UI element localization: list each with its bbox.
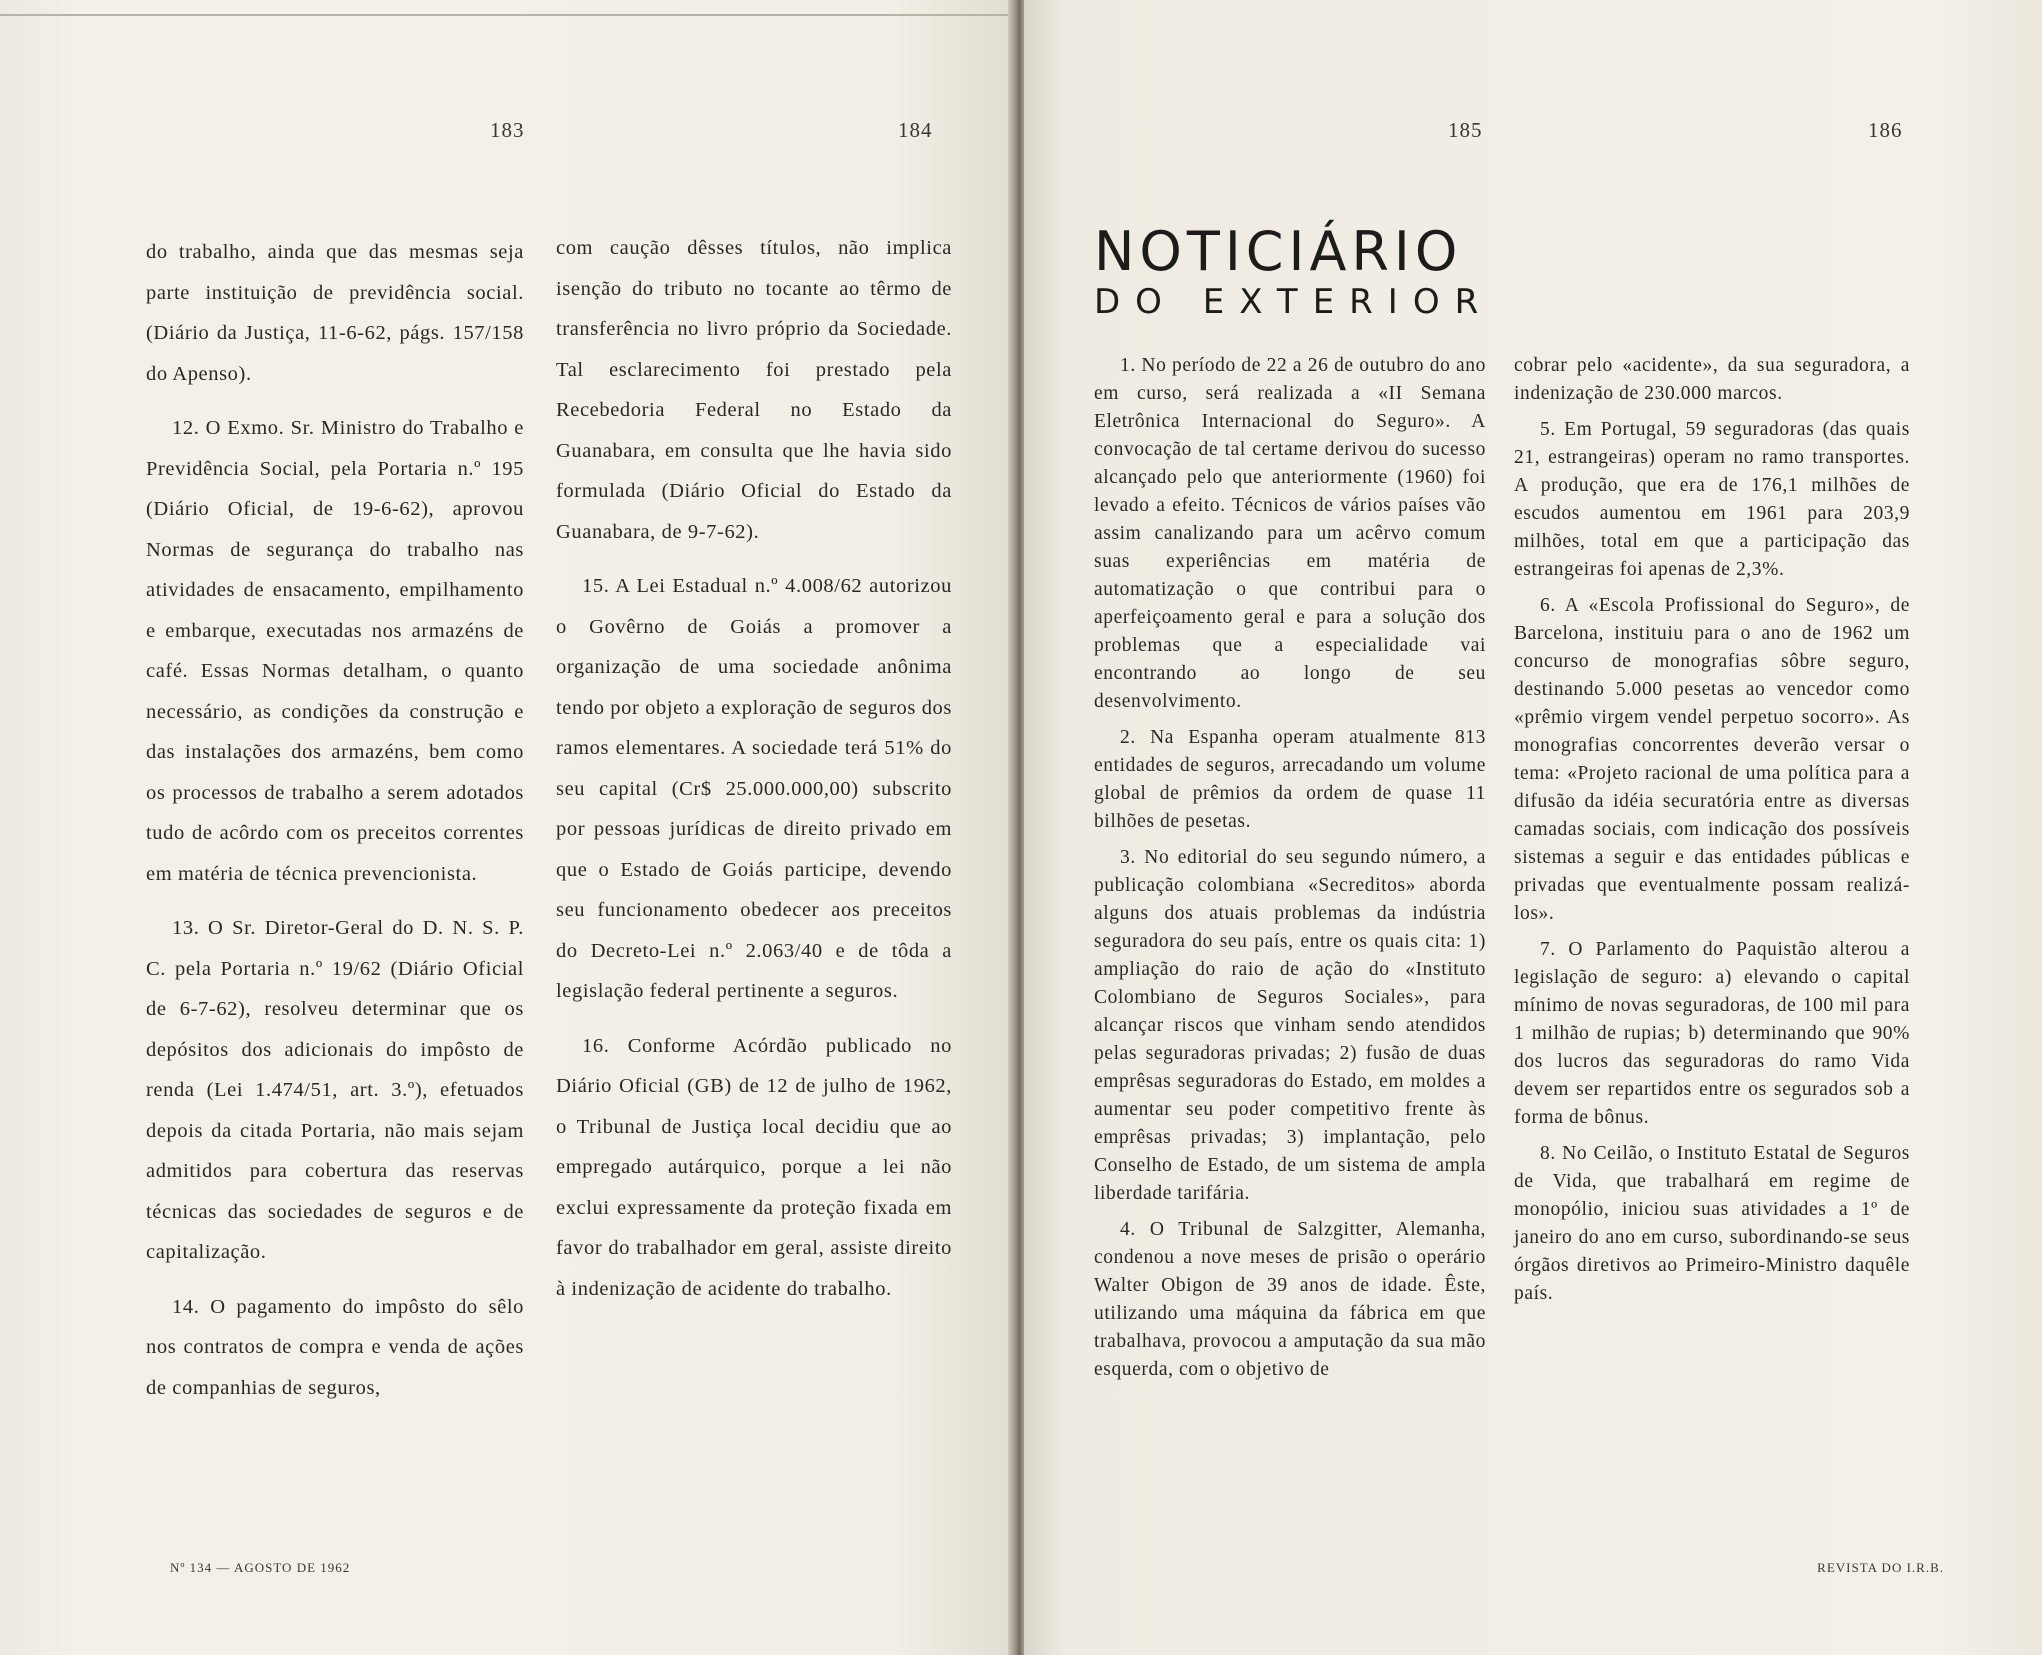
page-edge-line (0, 14, 1012, 16)
paragraph: 4. O Tribunal de Salzgitter, Alemanha, condenou a nove meses de prisão o operário Walter Obigon de 39 anos de idade. Êste, utilizando uma máquina da fábrica em que trabalhava, provocou a amputação da sua mão esquerda, com o objetivo de (1094, 1219, 1486, 1380)
paragraph: 14. O pagamento do impôsto do sêlo nos contratos de compra e venda de ações de companhias de seguros, (146, 1295, 524, 1399)
page-number-184: 184 (898, 118, 933, 142)
paragraph: 12. O Exmo. Sr. Ministro do Trabalho e Previdência Social, pela Portaria n.º 195 (Diário Oficial, de 19-6-62), aprovou Normas de segurança do trabalho nas atividades de ensacamento, empilhamento e embarque, executadas nos armazéns de café. Essas Normas detalham, o quanto necessário, as condições da construção e das instalações dos armazéns, bem como os processos de trabalho a serem adotados tudo de acôrdo com os preceitos correntes em matéria de técnica prevencionista. (146, 417, 524, 885)
paragraph: 16. Conforme Acórdão publicado no Diário Oficial (GB) de 12 de julho de 1962, o Tribunal de Justiça local decidiu que ao empregado autárquico, porque a lei não exclui expressamente da proteção fixada em favor do trabalhador em geral, assiste direito à indenização de acidente do trabalho. (556, 1034, 952, 1300)
paragraph: 13. O Sr. Diretor-Geral do D. N. S. P. C. pela Portaria n.º 19/62 (Diário Oficial de 6-7-62), resolveu determinar que os depósitos dos adicionais do impôsto de renda (Lei 1.474/51, art. 3.º), efetuados depois da citada Portaria, não mais sejam admitidos para cobertura das reservas técnicas das sociedades de seguros e de capitalização. (146, 917, 524, 1263)
page-number-183: 183 (490, 118, 525, 142)
paragraph: 8. No Ceilão, o Instituto Estatal de Seguros de Vida, que trabalhará em regime de monopólio, iniciou suas atividades a 1º de janeiro do ano em curso, subordinando-se seus órgãos diretivos ao Primeiro-Ministro daquêle país. (1514, 1143, 1910, 1304)
paragraph: 15. A Lei Estadual n.º 4.008/62 autorizou o Govêrno de Goiás a promover a organização de uma sociedade anônima tendo por objeto a exploração de seguros dos ramos elementares. A sociedade terá 51% do seu capital (Cr$ 25.000.000,00) subscrito por pessoas jurídicas de direito privado em que o Estado de Goiás participe, devendo seu funcionamento obedecer aos preceitos do Decreto-Lei n.º 2.063/40 e de tôda a legislação federal pertinente a seguros. (556, 575, 952, 1002)
page-number-185: 185 (1448, 118, 1483, 142)
column-page-184 (556, 228, 952, 1323)
paragraph: 2. Na Espanha operam atualmente 813 entidades de seguros, arrecadando um volume global de prêmios da ordem de quase 11 bilhões de pesetas. (1094, 727, 1486, 832)
left-page (0, 0, 1012, 1655)
paragraph: 7. O Parlamento do Paquistão alterou a legislação de seguro: a) elevando o capital mínimo de novas seguradoras, de 100 mil para 1 milhão de rupias; b) determinando que 90% dos lucros das seguradoras do ramo Vida devem ser repartidos entre os segurados sob a forma de bônus. (1514, 939, 1910, 1128)
paragraph: 6. A «Escola Profissional do Seguro», de Barcelona, instituiu para o ano de 1962 um concurso de monografias sôbre seguro, destinando 5.000 pesetas ao vencedor como «prêmio virgem vendel perpetuo socorro». As monografias concorrentes deverão versar o tema: «Projeto racional de uma política para a difusão da idéia securatória entre as diversas camadas sociais, com indicação dos possíveis sistemas a seguir e das entidades públicas e privadas que eventualmente possam realizá-los». (1514, 595, 1910, 924)
section-title: NOTICIÁRIO (1094, 220, 1463, 283)
paragraph: 1. No período de 22 a 26 de outubro do ano em curso, será realizada a «II Semana Eletrônica Internacional do Seguro». A convocação de tal certame derivou do sucesso alcançado pelo que anteriormente (1960) foi levado a efeito. Técnicos de vários países vão assim canalizando para um acêrvo comum suas experiências em matéria de automatização o que contribui para o aperfeiçoamento geral e para a solução dos problemas que a especialidade vai encontrando ao longo de seu desenvolvimento. (1094, 355, 1486, 712)
page-number-186: 186 (1868, 118, 1903, 142)
column-page-185 (1094, 352, 1486, 1392)
paragraph: 5. Em Portugal, 59 seguradoras (das quais 21, estrangeiras) operam no ramo transportes. A produção, que era de 176,1 milhões de escudos aumentou em 1961 para 203,9 milhões, total em que a participação das estrangeiras foi apenas de 2,3%. (1514, 419, 1910, 580)
column-page-183 (146, 232, 524, 1422)
paragraph: 3. No editorial do seu segundo número, a publicação colombiana «Secreditos» aborda alguns dos atuais problemas da indústria seguradora do seu país, entre os quais cita: 1) ampliação do raio de ação do «Instituto Colombiano de Seguros Sociales», para alcançar riscos que vinham sendo atendidos pelas seguradoras privadas; 2) fusão de duas emprêsas seguradoras do Estado, em moldes a aumentar seu poder competitivo frente às emprêsas privadas; 3) implantação, pelo Conselho de Estado, de um sistema de ampla liberdade tarifária. (1094, 847, 1486, 1204)
paragraph: cobrar pelo «acidente», da sua seguradora, a indenização de 230.000 marcos. (1514, 355, 1910, 404)
column-page-186 (1514, 352, 1910, 1316)
paragraph: do trabalho, ainda que das mesmas seja parte instituição de previdência social. (Diário da Justiça, 11-6-62, págs. 157/158 do Apenso). (146, 241, 524, 385)
footer-publication: REVISTA DO I.R.B. (1817, 1560, 1944, 1575)
paragraph: com caução dêsses títulos, não implica isenção do tributo no tocante ao têrmo de transferência no livro próprio da Sociedade. Tal esclarecimento foi prestado pela Recebedoria Federal no Estado da Guanabara, em consulta que lhe havia sido formulada (Diário Oficial do Estado da Guanabara, de 9-7-62). (556, 237, 952, 543)
footer-issue: Nº 134 — AGOSTO DE 1962 (170, 1560, 351, 1575)
section-subtitle: DO EXTERIOR (1094, 282, 1494, 322)
